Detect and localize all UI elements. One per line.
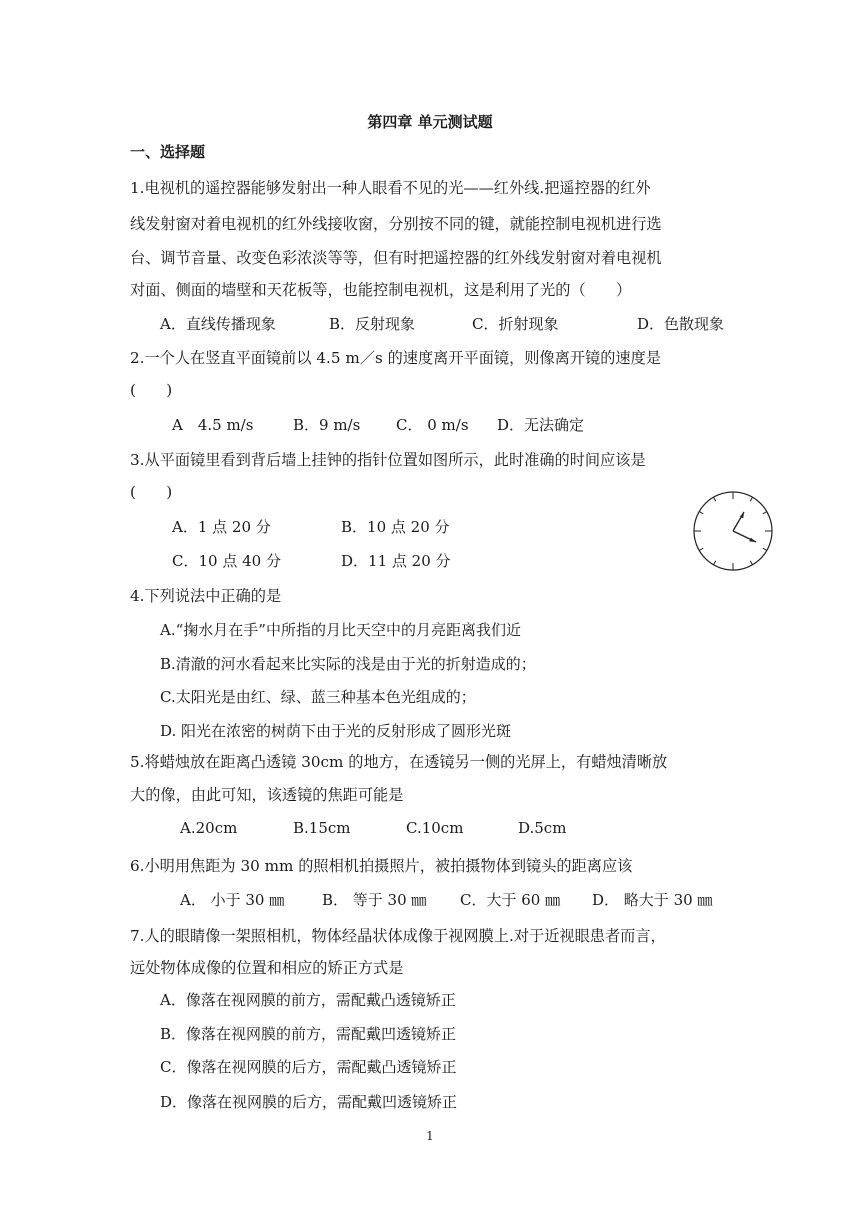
q6-option-a: A． 小于 30 ㎜ (180, 891, 285, 909)
q7-line: 7.人的眼睛像一架照相机，物体经晶状体成像于视网膜上.对于近视眼患者而言， (130, 927, 666, 945)
q7-option-a: A．像落在视网膜的前方，需配戴凸透镜矫正 (160, 991, 456, 1009)
clock-icon (692, 490, 774, 572)
q6-option-c: C．大于 60 ㎜ (460, 891, 561, 909)
q1-option-c: C．折射现象 (472, 315, 559, 333)
page-title: 第四章 单元测试题 (367, 113, 493, 131)
q5-option-c: C.10cm (406, 819, 464, 837)
q2-option-b: B．9 m/s (293, 416, 361, 434)
q4-option-b: B.清澈的河水看起来比实际的浅是由于光的折射造成的； (160, 655, 536, 673)
q3-option-a: A．1 点 20 分 (172, 518, 271, 536)
q2-line: 2.一个人在竖直平面镜前以 4.5 m／s 的速度离开平面镜，则像离开镜的速度是 (130, 349, 661, 367)
q7-option-c: C．像落在视网膜的后方，需配戴凸透镜矫正 (160, 1058, 457, 1076)
q7-option-b: B．像落在视网膜的前方，需配戴凹透镜矫正 (160, 1025, 457, 1043)
q3-option-b: B．10 点 20 分 (341, 518, 450, 536)
q2-line: ( ) (130, 381, 173, 399)
q1-line: 线发射窗对着电视机的红外线接收窗，分别按不同的键，就能控制电视机进行选 (130, 215, 662, 233)
q4-option-a: A.“掬水月在手”中所指的月比天空中的月亮距离我们近 (160, 621, 521, 639)
q6-line: 6.小明用焦距为 30 mm 的照相机拍摄照片，被拍摄物体到镜头的距离应该 (130, 857, 633, 875)
q1-line: 台、调节音量、改变色彩浓淡等等，但有时把遥控器的红外线发射窗对着电视机 (130, 249, 662, 267)
q3-line: 3.从平面镜里看到背后墙上挂钟的指针位置如图所示，此时准确的时间应该是 (130, 451, 646, 469)
q4-line: 4.下列说法中正确的是 (130, 587, 282, 605)
q3-line: ( ) (130, 483, 173, 501)
q3-option-c: C．10 点 40 分 (172, 552, 281, 570)
page-number: 1 (426, 1129, 434, 1143)
q1-option-a: A．直线传播现象 (160, 315, 276, 333)
q1-option-b: B．反射现象 (329, 315, 416, 333)
q5-line: 大的像，由此可知，该透镜的焦距可能是 (130, 786, 404, 804)
q1-line: 1.电视机的遥控器能够发射出一种人眼看不见的光——红外线.把遥控器的红外 (130, 179, 651, 197)
q2-option-d: D．无法确定 (497, 416, 585, 434)
q6-option-d: D． 略大于 30 ㎜ (592, 891, 713, 909)
section-heading: 一、选择题 (130, 143, 206, 161)
q1-option-d: D．色散现象 (637, 315, 725, 333)
q4-option-c: C.太阳光是由红、绿、蓝三种基本色光组成的； (160, 688, 476, 706)
q6-option-b: B． 等于 30 ㎜ (322, 891, 427, 909)
q3-option-d: D．11 点 20 分 (341, 552, 451, 570)
q5-option-b: B.15cm (293, 819, 351, 837)
q4-option-d: D. 阳光在浓密的树荫下由于光的反射形成了圆形光斑 (160, 722, 512, 740)
q5-option-d: D.5cm (518, 819, 567, 837)
q5-line: 5.将蜡烛放在距离凸透镜 30cm 的地方，在透镜另一侧的光屏上，有蜡烛清晰放 (130, 753, 668, 771)
q2-option-c: C． 0 m/s (396, 416, 469, 434)
q1-line: 对面、侧面的墙壁和天花板等，也能控制电视机，这是利用了光的（ ） (130, 281, 632, 299)
q5-option-a: A.20cm (180, 819, 238, 837)
q7-option-d: D．像落在视网膜的后方，需配戴凹透镜矫正 (160, 1093, 458, 1111)
q7-line: 远处物体成像的位置和相应的矫正方式是 (130, 959, 404, 977)
q2-option-a: A 4.5 m/s (172, 416, 254, 434)
